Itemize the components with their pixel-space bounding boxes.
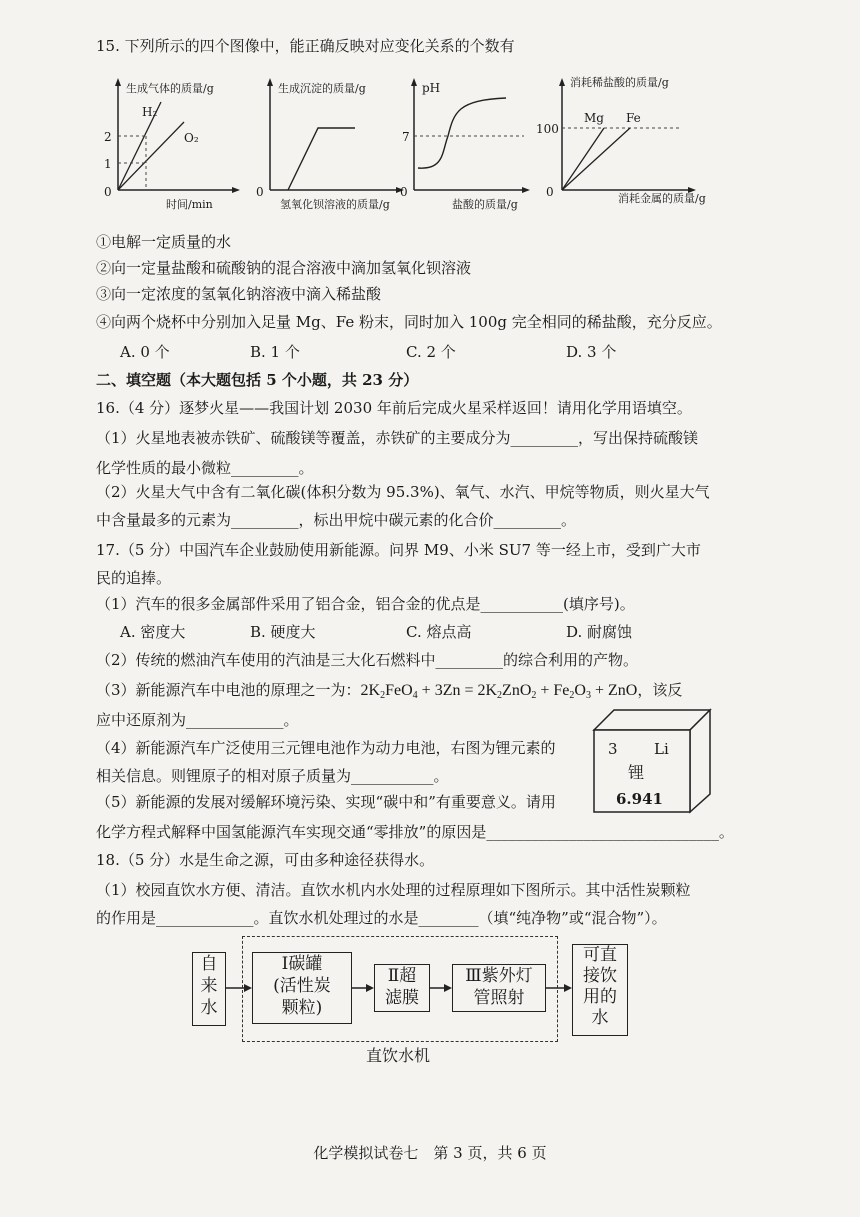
q17-stem-line2: 民的追捧。 (96, 569, 172, 587)
arrow-icon (350, 982, 376, 994)
q16-part2-line2: 中含量最多的元素为_________，标出甲烷中碳元素的化合价_________。 (96, 511, 577, 529)
element-name: 锂 (628, 763, 645, 782)
q17-part1: （1）汽车的很多金属部件采用了铝合金，铝合金的优点是___________(填序号)。 (96, 595, 635, 613)
q18-part1-line2: 的作用是_____________。直饮水机处理过的水是________（填“纯净物”或“混合物”）。 (96, 909, 667, 927)
o2-line (118, 122, 184, 190)
series-mg: Mg (584, 111, 604, 125)
q16-stem: 16.（4 分）逐梦火星——我国计划 2030 年前后完成火星采样返回！请用化学用语填空。 (96, 399, 692, 417)
atomic-number: 3 (608, 740, 618, 758)
page-footer: 化学模拟试卷七 第 3 页，共 6 页 (313, 1144, 547, 1162)
y-tick-100: 100 (536, 122, 559, 136)
section-heading: 二、填空题（本大题包括 5 个小题，共 23 分） (96, 371, 419, 389)
y-axis-label: 消耗稀盐酸的质量/g (570, 76, 669, 89)
q15-option-b: B. 1 个 (250, 343, 300, 361)
q15-item-3: ③向一定浓度的氢氧化钠溶液中滴入稀盐酸 (96, 285, 382, 303)
q16-part2-line1: （2）火星大气中含有二氧化碳(体积分数为 95.3%)、氧气、水汽、甲烷等物质，则火星大气 (96, 483, 710, 501)
x-axis-label: 消耗金属的质量/g (618, 192, 706, 205)
tap-water-box: 自 来 水 (192, 952, 226, 1026)
q16-part1-line2: 化学性质的最小微粒_________。 (96, 459, 314, 477)
x-axis-label: 盐酸的质量/g (452, 198, 518, 211)
mg-line (562, 128, 604, 190)
x-axis-label: 时间/min (166, 198, 213, 211)
graph-ph (396, 72, 536, 216)
graph-electrolysis (96, 72, 246, 216)
q15-stem: 15. 下列所示的四个图像中，能正确反映对应变化关系的个数有 (96, 37, 515, 55)
y-tick-7: 7 (402, 130, 410, 144)
series-h2: H₂ (142, 105, 158, 119)
arrow-icon (224, 982, 254, 994)
q15-item-2: ②向一定量盐酸和硫酸钠的混合溶液中滴加氢氧化钡溶液 (96, 259, 472, 277)
q15-item-1: ①电解一定质量的水 (96, 233, 232, 251)
q17-part4-line2: 相关信息。则锂原子的相对原子质量为___________。 (96, 767, 449, 785)
series-fe: Fe (626, 111, 641, 125)
q17-part3-text: （3）新能源汽车中电池的原理之一为： (96, 681, 361, 699)
flow-caption: 直饮水机 (366, 1046, 431, 1065)
q17-part2: （2）传统的燃油汽车使用的汽油是三大化石燃料中_________的综合利用的产物。 (96, 651, 639, 669)
q17-option-c: C. 熔点高 (406, 623, 472, 641)
q18-stem: 18.（5 分）水是生命之源，可由多种途径获得水。 (96, 851, 435, 869)
origin-label: 0 (104, 185, 112, 199)
q15-option-a: A. 0 个 (120, 343, 170, 361)
drinkable-water-box: 可直 接饮 用的 水 (572, 944, 628, 1036)
q17-part3-line1 (96, 680, 682, 706)
q15-option-c: C. 2 个 (406, 343, 456, 361)
uv-lamp-box: Ⅲ紫外灯 管照射 (452, 964, 546, 1012)
atomic-mass: 6.941 (616, 790, 663, 808)
q17-part3-line2: 应中还原剂为_____________。 (96, 711, 299, 729)
q17-option-b: B. 硬度大 (250, 623, 316, 641)
q16-part1-line1: （1）火星地表被赤铁矿、硫酸镁等覆盖，赤铁矿的主要成分为_________，写出保持硫酸镁 (96, 429, 699, 447)
graph-metal-acid (536, 72, 722, 216)
q17-part3-tail: ，该反 (637, 681, 683, 699)
y-axis-label: pH (422, 81, 441, 95)
q17-option-d: D. 耐腐蚀 (566, 623, 633, 641)
q15-option-d: D. 3 个 (566, 343, 617, 361)
q17-option-a: A. 密度大 (120, 623, 186, 641)
y-axis-label: 生成气体的质量/g (126, 82, 214, 95)
ultrafiltration-box: Ⅱ超 滤膜 (374, 964, 430, 1012)
y-tick-2: 2 (104, 130, 112, 144)
y-axis-label: 生成沉淀的质量/g (278, 82, 366, 95)
origin-label: 0 (546, 185, 554, 199)
q17-stem-line1: 17.（5 分）中国汽车企业鼓励使用新能源。问界 M9、小米 SU7 等一经上市，受到广大市 (96, 541, 701, 559)
arrow-icon (428, 982, 454, 994)
ph-curve (418, 98, 506, 168)
q17-part5-line1: （5）新能源的发展对缓解环境污染、实现“碳中和”有重要意义。请用 (96, 793, 556, 811)
carbon-tank-box: Ⅰ碳罐 (活性炭 颗粒) (252, 952, 352, 1024)
arrow-icon (544, 982, 574, 994)
q17-part5-line2: 化学方程式解释中国氢能源汽车实现交通“零排放”的原因是_______________________________。 (96, 823, 734, 841)
q17-part4-line1: （4）新能源汽车广泛使用三元锂电池作为动力电池，右图为锂元素的 (96, 739, 556, 757)
y-tick-1: 1 (104, 157, 112, 171)
precipitate-line (288, 128, 355, 190)
series-o2: O₂ (184, 131, 199, 145)
fe-line (562, 128, 630, 190)
lithium-element-card (588, 704, 716, 820)
q15-item-4: ④向两个烧杯中分别加入足量 Mg、Fe 粉末，同时加入 100g 完全相同的稀盐酸，充分反应。 (96, 313, 722, 331)
origin-label: 0 (256, 185, 264, 199)
reaction-equation: $2K_2FeO_4 + 3Zn = 2K_2ZnO_2 + Fe_2O_3$ + ZnO (360, 682, 638, 701)
element-symbol: Li (654, 740, 669, 758)
graph-precipitate (250, 72, 410, 216)
x-axis-label: 氢氧化钡溶液的质量/g (280, 198, 390, 211)
q18-part1-line1: （1）校园直饮水方便、清洁。直饮水机内水处理的过程原理如下图所示。其中活性炭颗粒 (96, 881, 691, 899)
origin-label: 0 (400, 185, 408, 199)
